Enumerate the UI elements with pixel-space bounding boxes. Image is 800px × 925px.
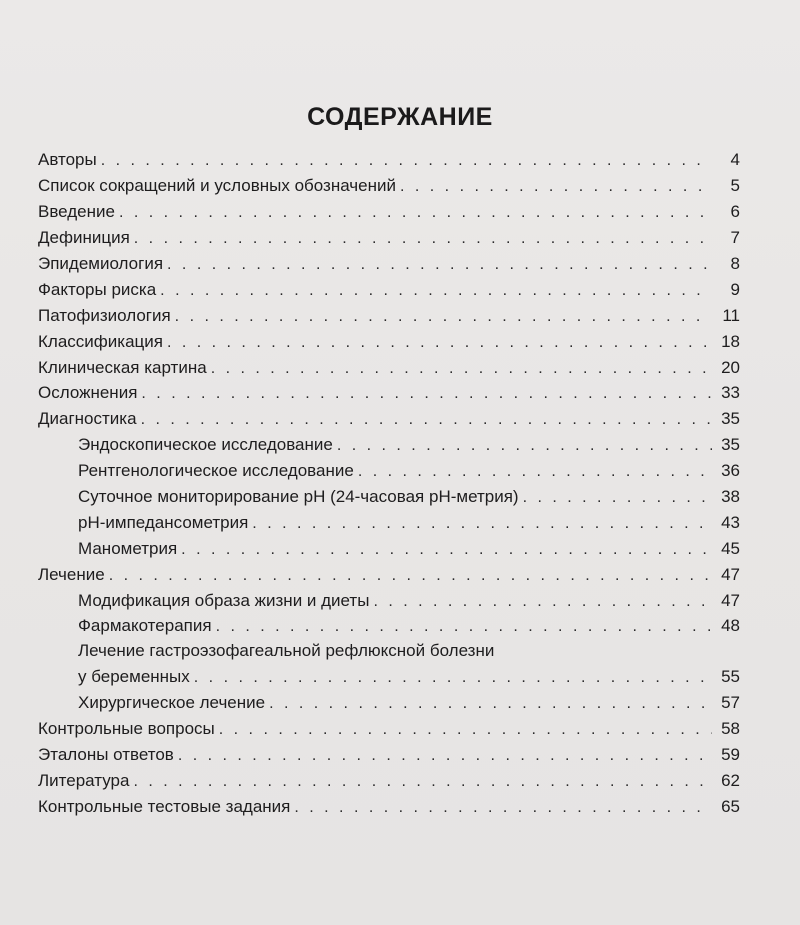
toc-page-number: 18 (721, 332, 740, 351)
toc-entry-label: Эпидемиология (38, 254, 164, 273)
toc-entry-label: Патофизиология (38, 306, 171, 325)
dot-leader (109, 563, 712, 589)
toc-entry[interactable] (38, 225, 740, 251)
toc-entry-label: Рентгенологическое исследование (78, 461, 354, 480)
dot-leader (167, 330, 712, 356)
toc-page-number: 36 (721, 461, 740, 480)
toc-entry[interactable] (38, 794, 740, 820)
toc-page-number: 6 (730, 202, 740, 221)
toc-entry[interactable] (38, 562, 740, 588)
toc-entry-label: Контрольные тестовые задания (38, 797, 291, 816)
dot-leader (219, 717, 712, 743)
toc-page-number: 35 (721, 409, 740, 428)
toc-entry-label: рН-импедансометрия (78, 513, 249, 532)
toc-subentry[interactable] (78, 458, 740, 484)
toc-entry-label: Дефиниция (38, 228, 130, 247)
toc-entry[interactable] (38, 277, 740, 303)
toc-page-number: 62 (721, 771, 740, 790)
toc-entry-label: Литература (38, 771, 130, 790)
dot-leader (141, 407, 712, 433)
toc-subentry[interactable] (78, 664, 740, 690)
toc-entry-label: Модификация образа жизни и диеты (78, 591, 370, 610)
toc-entry[interactable] (38, 147, 740, 173)
toc-entry-label: Список сокращений и условных обозначений (38, 176, 396, 195)
dot-leader (194, 665, 712, 691)
toc-page-number: 45 (721, 539, 740, 558)
dot-leader (167, 252, 712, 278)
toc-subentry[interactable] (78, 484, 740, 510)
toc-subentry[interactable] (78, 613, 740, 639)
toc-subentry[interactable] (78, 690, 740, 716)
toc-entry[interactable] (38, 406, 740, 432)
toc-entry-label: Хирургическое лечение (78, 693, 266, 712)
toc-page-number: 58 (721, 719, 740, 738)
dot-leader (216, 614, 712, 640)
toc-page-number: 38 (721, 487, 740, 506)
toc-entry[interactable] (38, 199, 740, 225)
toc-entry-label: Эталоны ответов (38, 745, 174, 764)
toc-entry[interactable] (38, 251, 740, 277)
dot-leader (134, 226, 712, 252)
toc-entry-label: Лечение (38, 565, 105, 584)
toc-entry[interactable] (38, 355, 740, 381)
toc-page-number: 65 (721, 797, 740, 816)
toc-entry-label: Эндоскопическое исследование (78, 435, 333, 454)
toc-page-number: 35 (721, 435, 740, 454)
toc-page-number: 59 (721, 745, 740, 764)
toc-entry-label: Осложнения (38, 383, 138, 402)
toc-subentry[interactable] (78, 536, 740, 562)
toc-entry[interactable] (38, 742, 740, 768)
toc-entry-label: Введение (38, 202, 115, 221)
toc-page-number: 48 (721, 616, 740, 635)
toc-entry-label: у беременных (78, 667, 190, 686)
toc-entry[interactable] (38, 768, 740, 794)
toc-entry-label: Авторы (38, 150, 97, 169)
toc-entry[interactable] (38, 303, 740, 329)
dot-leader (211, 356, 712, 382)
toc-page-number: 4 (730, 150, 740, 169)
toc-page-number: 55 (721, 667, 740, 686)
toc-entry-label-line1[interactable]: Лечение гастроэзофагеальной рефлюксной болезни (78, 641, 495, 660)
toc-entry[interactable] (38, 716, 740, 742)
dot-leader (160, 278, 712, 304)
toc-page-number: 9 (730, 280, 740, 299)
toc-entry[interactable] (38, 173, 740, 199)
dot-leader (337, 433, 712, 459)
toc-page-number: 20 (721, 358, 740, 377)
toc-entry-label: Контрольные вопросы (38, 719, 215, 738)
dot-leader (178, 743, 712, 769)
toc-subentry[interactable] (78, 510, 740, 536)
toc-page-number: 47 (721, 591, 740, 610)
dot-leader (523, 485, 712, 511)
toc-page-number: 57 (721, 693, 740, 712)
toc-page-number: 7 (730, 228, 740, 247)
toc-page-number: 11 (722, 306, 740, 325)
toc-entry-label: Фармакотерапия (78, 616, 212, 635)
toc-page-number: 43 (721, 513, 740, 532)
dot-leader (101, 148, 712, 174)
dot-leader (119, 200, 712, 226)
dot-leader (181, 537, 712, 563)
page-title: СОДЕРЖАНИЕ (307, 103, 493, 131)
toc-subentry[interactable] (78, 588, 740, 614)
toc-entry-label: Суточное мониторирование рН (24-часовая рН-метрия) (78, 487, 519, 506)
toc-subentry[interactable] (78, 432, 740, 458)
dot-leader (175, 304, 712, 330)
toc-entry[interactable] (38, 380, 740, 406)
dot-leader (373, 589, 712, 615)
dot-leader (294, 795, 712, 821)
dot-leader (252, 511, 712, 537)
toc-entry-label: Диагностика (38, 409, 137, 428)
toc-entry[interactable] (38, 329, 740, 355)
toc-entry-label: Классификация (38, 332, 163, 351)
toc-page-number: 47 (721, 565, 740, 584)
dot-leader (358, 459, 712, 485)
toc-entry-label: Манометрия (78, 539, 178, 558)
toc-page-number: 5 (730, 176, 740, 195)
dot-leader (269, 691, 712, 717)
dot-leader (133, 769, 712, 795)
dot-leader (400, 174, 712, 200)
toc-entry-label: Клиническая картина (38, 358, 207, 377)
toc-page-number: 8 (730, 254, 740, 273)
dot-leader (141, 381, 712, 407)
toc-page-number: 33 (721, 383, 740, 402)
toc-entry-label: Факторы риска (38, 280, 157, 299)
